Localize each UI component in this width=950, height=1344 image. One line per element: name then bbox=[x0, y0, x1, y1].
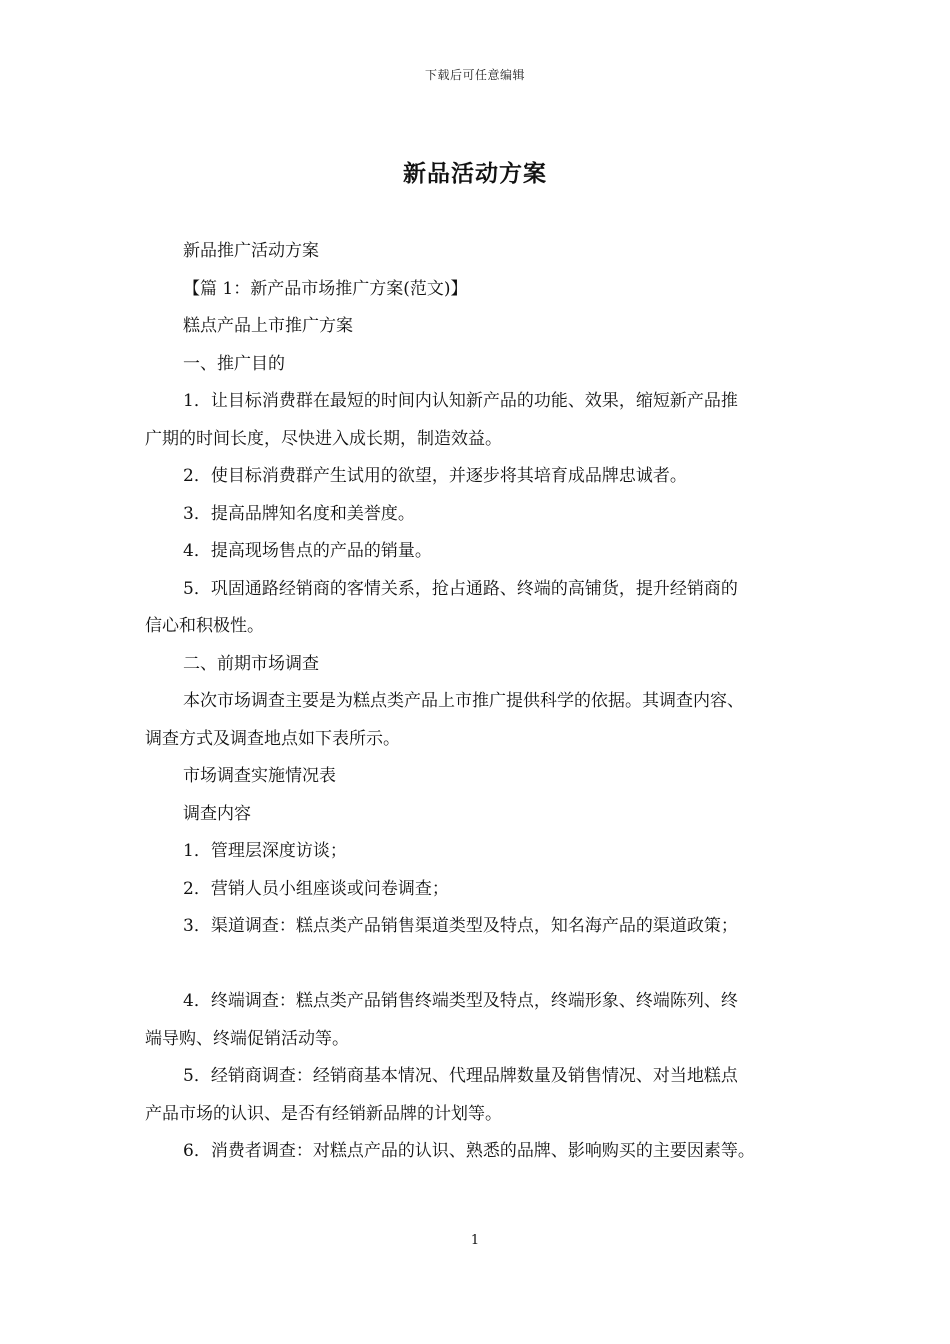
research-item-2: 2．营销人员小组座谈或问卷调查； bbox=[183, 878, 449, 899]
research-item-4-continued: 端导购、终端促销活动等。 bbox=[145, 1028, 349, 1049]
goal-item-1-continued: 广期的时间长度，尽快进入成长期，制造效益。 bbox=[145, 428, 502, 449]
research-intro: 本次市场调查主要是为糕点类产品上市推广提供科学的依据。其调查内容、 bbox=[183, 691, 744, 711]
research-intro-continued: 调查方式及调查地点如下表所示。 bbox=[145, 728, 400, 749]
goal-item-5: 5．巩固通路经销商的客情关系，抢占通路、终端的高铺货，提升经销商的 bbox=[183, 578, 738, 599]
header-note: 下载后可任意编辑 bbox=[424, 68, 525, 82]
paragraph-section-label: 【篇 1：新产品市场推广方案(范文)】 bbox=[183, 278, 468, 299]
research-table-title: 市场调查实施情况表 bbox=[183, 766, 336, 786]
page-number: 1 bbox=[470, 1233, 480, 1248]
document-title: 新品活动方案 bbox=[403, 160, 547, 187]
goal-item-4: 4．提高现场售点的产品的销量。 bbox=[183, 541, 432, 561]
paragraph-plan-title: 糕点产品上市推广方案 bbox=[183, 316, 353, 336]
research-item-1: 1．管理层深度访谈； bbox=[183, 841, 347, 861]
research-item-4: 4．终端调查：糕点类产品销售终端类型及特点，终端形象、终端陈列、终 bbox=[183, 991, 738, 1011]
goal-item-1: 1．让目标消费群在最短的时间内认知新产品的功能、效果，缩短新产品推 bbox=[183, 391, 738, 411]
heading-market-research: 二、前期市场调查 bbox=[183, 653, 319, 674]
research-item-6: 6．消费者调查：对糕点产品的认识、熟悉的品牌、影响购买的主要因素等。 bbox=[183, 1141, 755, 1161]
research-item-5: 5．经销商调查：经销商基本情况、代理品牌数量及销售情况、对当地糕点 bbox=[183, 1066, 738, 1086]
research-item-3: 3．渠道调查：糕点类产品销售渠道类型及特点，知名海产品的渠道政策； bbox=[183, 916, 738, 936]
goal-item-2: 2．使目标消费群产生试用的欲望，并逐步将其培育成品牌忠诚者。 bbox=[183, 466, 687, 486]
research-content-label: 调查内容 bbox=[183, 803, 251, 824]
document-body bbox=[145, 233, 820, 1171]
paragraph-subtitle: 新品推广活动方案 bbox=[183, 241, 319, 261]
blank-spacer bbox=[145, 946, 820, 984]
goal-item-5-continued: 信心和积极性。 bbox=[145, 616, 264, 636]
research-item-5-continued: 产品市场的认识、是否有经销新品牌的计划等。 bbox=[145, 1103, 502, 1124]
goal-item-3: 3．提高品牌知名度和美誉度。 bbox=[183, 503, 415, 524]
heading-promotion-goal: 一、推广目的 bbox=[183, 353, 285, 374]
